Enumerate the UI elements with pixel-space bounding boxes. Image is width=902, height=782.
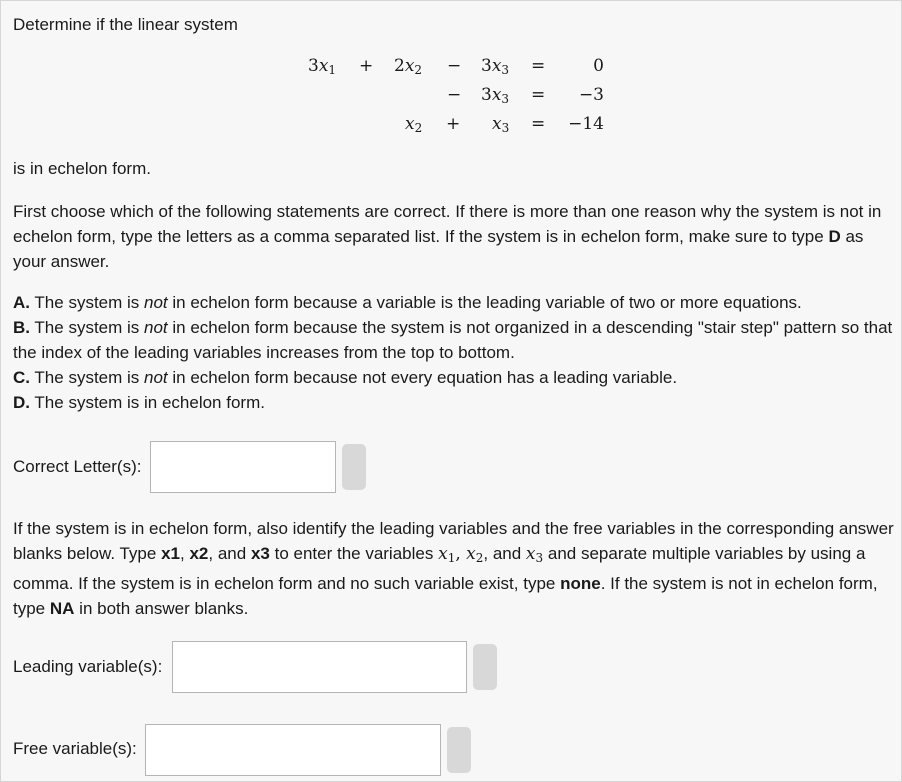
eq1-rhs: 0 [593, 56, 604, 76]
intro-text: Determine if the linear system [13, 15, 238, 34]
option-d: D. The system is in echelon form. [13, 393, 265, 412]
option-c: C. The system is not in echelon form because not every equation has a leading variable. [13, 368, 678, 387]
bold-d: D [828, 227, 841, 246]
eq2-op2: − [447, 85, 462, 105]
eq1-term2: $2x_2$ [394, 56, 423, 77]
leading-variables-input[interactable] [172, 641, 467, 693]
eq2-term3: $3x_3$ [481, 85, 510, 106]
free-variables-input[interactable] [145, 724, 441, 776]
eq1-term1: $3x_1$ [308, 56, 337, 77]
correct-letters-label: Correct Letter(s): [13, 457, 142, 476]
eq2-equals: = [531, 85, 546, 105]
eq3-rhs: −14 [568, 114, 604, 134]
eq3-term3: $x_3$ [492, 114, 510, 135]
option-b: B. The system is not in echelon form because the system is not organized in a descending "stair step" pattern so that the index of the leading variables increases from the top to bottom. [13, 318, 893, 362]
leading-variables-feedback-button[interactable] [473, 644, 497, 690]
eq1-term3: $3x_3$ [481, 56, 510, 77]
second-instructions: If the system is in echelon form, also identify the leading variables and the free variables in the corresponding answer blanks below. Type x1, x2, and x3 to enter the variables $x_1$, $x_2$, and $x_3$ and separate multiple variables by using a comma. If the system is in echelon form and no such variable exist, type none. If the system is not in echelon form, type NA in both answer blanks. [13, 519, 894, 618]
free-variables-feedback-button[interactable] [447, 727, 471, 773]
eq1-op2: − [447, 56, 462, 76]
option-a: A. The system is not in echelon form because a variable is the leading variable of two or more equations. [13, 293, 802, 312]
correct-letters-feedback-button[interactable] [342, 444, 366, 490]
eq1-op1: + [359, 56, 374, 76]
eq3-term2: $x_2$ [405, 114, 423, 135]
instructions: First choose which of the following statements are correct. If there is more than one reason why the system is not in echelon form, type the letters as a comma separated list. If the system is in echelon form, make sure to type D as your answer. [13, 202, 882, 271]
eq3-op2: + [446, 114, 461, 134]
correct-letters-input[interactable] [150, 441, 336, 493]
leading-variables-label: Leading variable(s): [13, 657, 163, 676]
options-list [13, 290, 897, 415]
eq1-equals: = [531, 56, 546, 76]
eq3-equals: = [531, 114, 546, 134]
free-variables-label: Free variable(s): [13, 739, 137, 758]
echelon-text: is in echelon form. [13, 159, 151, 178]
eq2-rhs: −3 [578, 85, 604, 105]
